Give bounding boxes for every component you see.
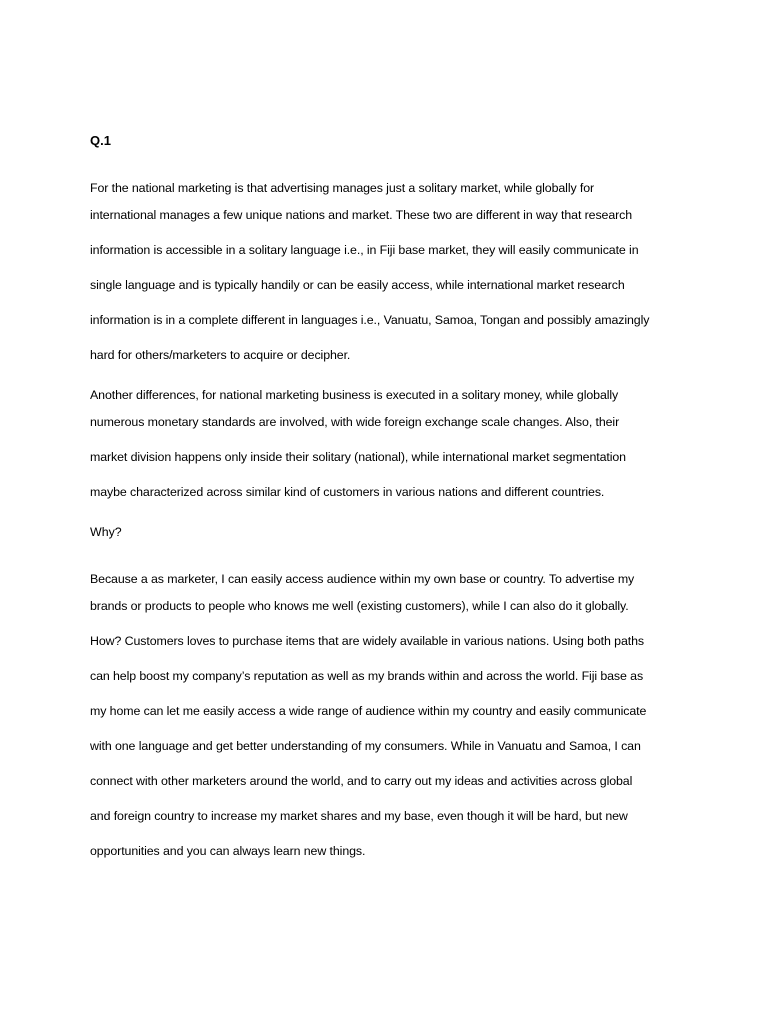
text-line: How? Customers loves to purchase items that are widely available in various nations. Using both paths	[90, 634, 644, 648]
text-line: international manages a few unique nations and market. These two are different in way that research	[90, 208, 633, 222]
paragraph-national-vs-international	[90, 178, 680, 373]
text-line: and foreign country to increase my market shares and my base, even though it will be hard, but new	[90, 809, 628, 823]
paragraph-differences	[90, 385, 680, 510]
text-line: market division happens only inside their solitary (national), while international market segmentation	[90, 450, 626, 464]
why-heading: Why?	[90, 525, 122, 539]
text-line: single language and is typically handily or can be easily access, while international market research	[90, 278, 625, 292]
text-line: Because a as marketer, I can easily access audience within my own base or country. To advertise my	[90, 572, 635, 586]
text-line: hard for others/marketers to acquire or decipher.	[90, 348, 351, 362]
text-line: can help boost my company’s reputation as well as my brands within and across the world. Fiji base as	[90, 669, 644, 683]
paragraph-why-answer	[90, 569, 680, 869]
text-line: information is in a complete different in languages i.e., Vanuatu, Samoa, Tongan and possibly amazingly	[90, 313, 650, 327]
text-line: Another differences, for national marketing business is executed in a solitary money, while globally	[90, 388, 619, 402]
text-line: maybe characterized across similar kind of customers in various nations and different countries.	[90, 485, 605, 499]
text-line: numerous monetary standards are involved, with wide foreign exchange scale changes. Also, their	[90, 415, 620, 429]
text-line: information is accessible in a solitary language i.e., in Fiji base market, they will easily communicate in	[90, 243, 639, 257]
text-line: my home can let me easily access a wide range of audience within my country and easily communicate	[90, 704, 647, 718]
text-line: connect with other marketers around the world, and to carry out my ideas and activities across global	[90, 774, 633, 788]
text-line: opportunities and you can always learn new things.	[90, 844, 366, 858]
text-line: brands or products to people who knows me well (existing customers), while I can also do it globally.	[90, 599, 629, 613]
question-heading: Q.1	[90, 133, 111, 148]
document-body	[90, 131, 680, 881]
text-line: For the national marketing is that advertising manages just a solitary market, while globally for	[90, 181, 595, 195]
text-line: with one language and get better understanding of my consumers. While in Vanuatu and Samoa, I can	[90, 739, 641, 753]
